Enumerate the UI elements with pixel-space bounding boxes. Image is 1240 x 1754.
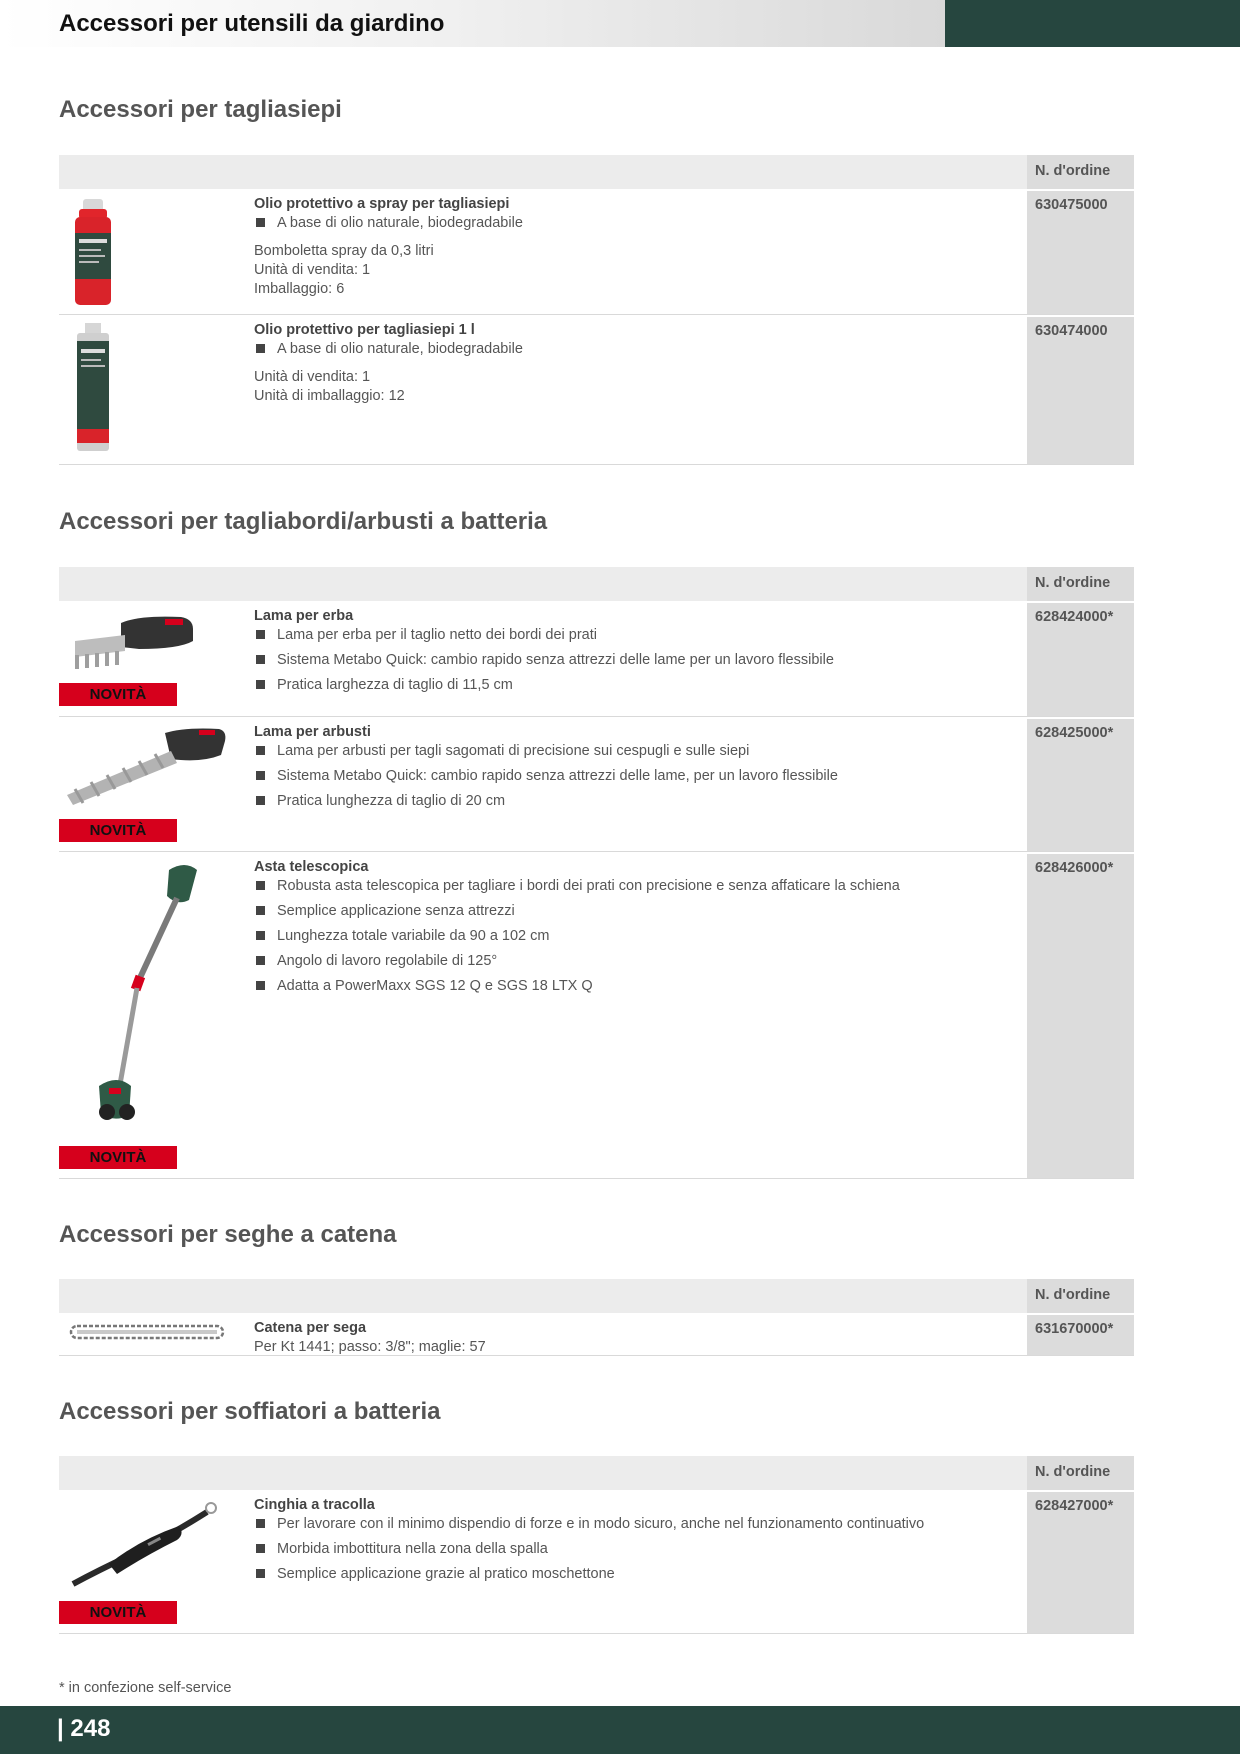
order-number-header: N. d'ordine [1027,1279,1134,1313]
shoulder-strap-icon [69,1500,219,1590]
product-name: Olio protettivo per tagliasiepi 1 l [254,322,475,338]
new-badge: NOVITÀ [59,1146,177,1169]
product-description [254,607,1014,701]
spray-can-icon [69,199,117,307]
feature-bullet: Pratica larghezza di taglio di 11,5 cm [254,676,1014,695]
product-description [254,1319,1014,1357]
feature-bullet: Semplice applicazione grazie al pratico moschettone [254,1565,1014,1584]
feature-bullet: Lama per arbusti per tagli sagomati di precisione sui cespugli e sulle siepi [254,742,1014,761]
table-row [59,189,1134,315]
section-title-hedge-trimmer: Accessori per tagliasiepi [59,96,342,123]
table-row [59,601,1134,717]
order-number-cell: 628427000* [1027,1490,1134,1633]
grass-blade-icon [69,611,199,673]
feature-bullet: A base di olio naturale, biodegradabile [254,214,1014,233]
telescopic-pole-icon [89,860,209,1130]
new-badge: NOVITÀ [59,1601,177,1624]
header-accent [945,0,1240,47]
table-chainsaw-accessories [59,1279,1134,1356]
section-title-blower: Accessori per soffiatori a batteria [59,1398,441,1425]
table-row [59,852,1134,1179]
feature-bullet: Pratica lunghezza di taglio di 20 cm [254,792,1014,811]
table-header [59,1279,1134,1313]
order-number-header: N. d'ordine [1027,567,1134,601]
table-header [59,1456,1134,1490]
new-badge: NOVITÀ [59,683,177,706]
order-number-cell: 630475000 [1027,189,1134,314]
order-number-cell: 631670000* [1027,1313,1134,1355]
section-title-edge-shrub-trimmer: Accessori per tagliabordi/arbusti a batteria [59,508,548,535]
feature-bullet: Semplice applicazione senza attrezzi [254,902,1014,921]
order-number-header: N. d'ordine [1027,155,1134,189]
table-row [59,1490,1134,1634]
saw-chain-icon [69,1323,225,1341]
page-title: Accessori per utensili da giardino [59,10,445,37]
feature-bullet: Sistema Metabo Quick: cambio rapido senza attrezzi delle lame per un lavoro flessibile [254,651,1014,670]
table-row [59,315,1134,465]
product-description [254,1496,1014,1590]
table-row [59,717,1134,852]
product-detail: Per Kt 1441; passo: 3/8"; maglie: 57 [254,1339,486,1355]
order-number-cell: 628424000* [1027,601,1134,716]
product-detail: Unità di imballaggio: 12 [254,388,405,404]
feature-bullet: A base di olio naturale, biodegradabile [254,340,1014,359]
feature-bullet: Morbida imbottitura nella zona della spalla [254,1540,1014,1559]
table-row [59,1313,1134,1356]
feature-bullet: Per lavorare con il minimo dispendio di forze e in modo sicuro, anche nel funzionamento continuativo [254,1515,1014,1534]
product-detail: Imballaggio: 6 [254,281,345,297]
product-name: Olio protettivo a spray per tagliasiepi [254,196,510,212]
order-number-cell: 630474000 [1027,315,1134,464]
product-name: Catena per sega [254,1320,367,1336]
table-hedge-trimmer-accessories [59,155,1134,465]
order-number-cell: 628426000* [1027,852,1134,1178]
product-name: Asta telescopica [254,859,369,875]
table-header [59,567,1134,601]
order-number-header: N. d'ordine [1027,1456,1134,1490]
product-name: Lama per erba [254,608,354,624]
product-description [254,723,1014,817]
product-description [254,858,1014,1002]
table-blower-accessories [59,1456,1134,1634]
table-header [59,155,1134,189]
product-name: Lama per arbusti [254,724,371,740]
feature-bullet: Robusta asta telescopica per tagliare i bordi dei prati con precisione e senza affaticare la schiena [254,877,1014,896]
section-title-chainsaw: Accessori per seghe a catena [59,1221,397,1248]
product-name: Cinghia a tracolla [254,1497,375,1513]
product-detail: Unità di vendita: 1 [254,262,371,278]
order-number-cell: 628425000* [1027,717,1134,851]
feature-bullet: Angolo di lavoro regolabile di 125° [254,952,1014,971]
feature-bullet: Lama per erba per il taglio netto dei bordi dei prati [254,626,1014,645]
shrub-blade-icon [61,723,227,809]
product-description [254,321,1014,406]
table-edge-shrub-accessories [59,567,1134,1179]
page-number: | 248 [57,1715,111,1742]
feature-bullet: Lunghezza totale variabile da 90 a 102 cm [254,927,1014,946]
footnote: * in confezione self-service [59,1680,232,1696]
product-detail: Unità di vendita: 1 [254,369,371,385]
product-description [254,195,1014,299]
oil-bottle-icon [69,323,117,455]
feature-bullet: Adatta a PowerMaxx SGS 12 Q e SGS 18 LTX Q [254,977,1014,996]
new-badge: NOVITÀ [59,819,177,842]
product-detail: Bomboletta spray da 0,3 litri [254,243,434,259]
footer-bar [0,1706,1240,1754]
feature-bullet: Sistema Metabo Quick: cambio rapido senza attrezzi delle lame, per un lavoro flessibile [254,767,1014,786]
